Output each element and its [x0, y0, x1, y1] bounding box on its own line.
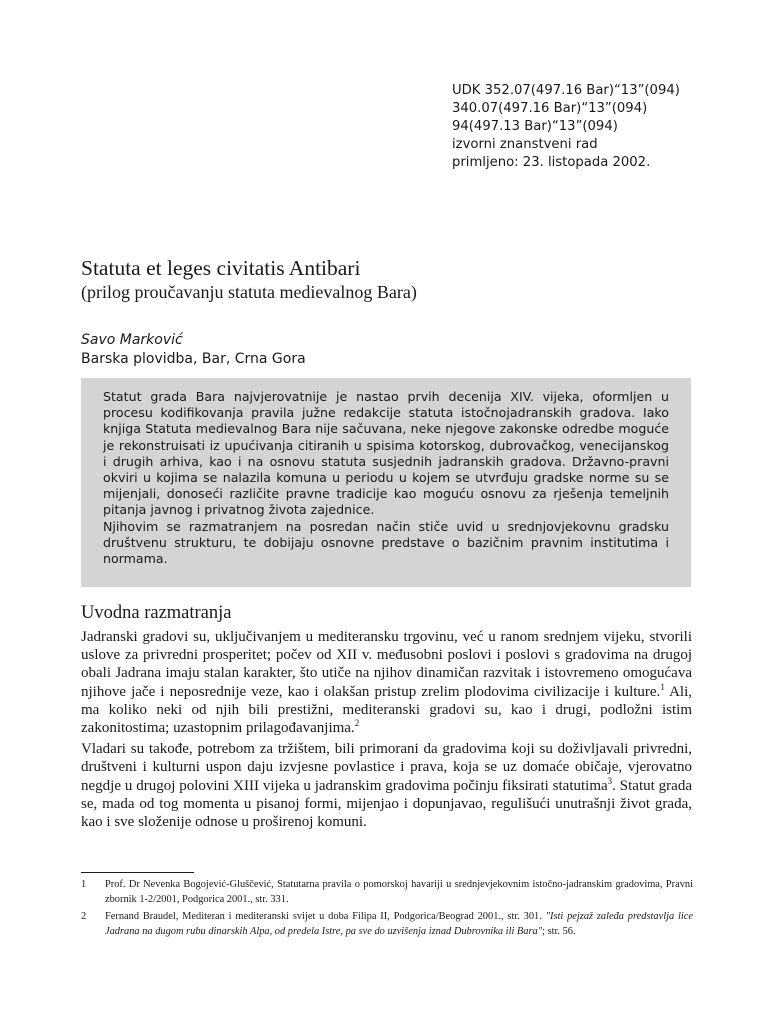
udk-line-1: UDK 352.07(497.16 Bar)“13”(094) — [452, 83, 680, 98]
abstract-box — [81, 378, 691, 587]
footnote-1-number: 1 — [81, 879, 87, 890]
abstract-paragraph-2: Njihovim se razmatranjem na posredan način stiče uvid u srednjovjekovnu gradsku društvenu strukturu, te dobijaju osnovne predstave o bazičnim pravnim institutima i normama. — [103, 518, 669, 567]
udk-line-2: 340.07(497.16 Bar)“13”(094) — [452, 101, 648, 116]
author-affiliation: Barska plovidba, Bar, Crna Gora — [81, 351, 306, 367]
footnote-ref-3[interactable]: 3 — [607, 775, 613, 786]
abstract-paragraph-1: Statut grada Bara najvjerovatnije je nastao prvih decenija XIV. vijeka, oformljen u procesu kodifikovanja pravila južne redakcije statuta istočnojadranskih gradova. Iako knjiga Statuta medievalnog Bara nije sačuvana, neke njegove zakonske odredbe moguće je rekonstruisati iz upućivanja citiranih u spisima kotorskog, dubrovačkog, venecijanskog i drugih arhiva, kao i na osnovu statuta susjednih jadranskih gradova. Državno-pravni okviri u kojima se nalazila komuna u periodu u kojem se utvrđuju gradske norme su se mijenjali, donoseći različite pravne tradicije kao moguću osnovu za rješenja temeljnih pitanja javnog i privatnog života zajednice. — [103, 389, 669, 518]
footnote-2 — [81, 910, 693, 939]
body-text — [81, 628, 692, 834]
footnote-ref-1[interactable]: 1 — [660, 681, 665, 692]
body-paragraph-1-continued: Ali, ma koliko neki od njih bili prestižni, mediteranski gradovi su, kao i drugi, podložni istim zakonitostima; uzastopnim prilagođavanjima. — [81, 683, 692, 737]
udk-line-3: 94(497.13 Bar)“13”(094) — [452, 119, 618, 134]
footnote-1-text: Prof. Dr Nevenka Bogojević-Gluščević, Statutarna pravila o pomorskoj havariji u srednjevjekovnim istočno-jadranskim gradovima, Pravni zbornik 1-2/2001, Podgorica 2001., str. 331. — [105, 879, 693, 905]
footnote-2-number: 2 — [81, 911, 87, 922]
footnote-ref-2[interactable]: 2 — [354, 718, 360, 729]
footnote-2-body — [105, 910, 693, 939]
body-paragraph-1 — [81, 628, 692, 737]
footnote-divider — [81, 872, 194, 873]
body-paragraph-2-continued: . Statut grada se, mada od tog momenta u pisanoj formi, mijenjao i dopunjavao, regulišući unutrašnji život grada, kao i sve složenije odnose u proširenoj komuni. — [81, 777, 692, 831]
classification-metadata — [452, 82, 680, 172]
paper-type: izvorni znanstveni rad — [452, 137, 598, 152]
footnote-2-tail: ; str. 56. — [542, 925, 576, 937]
article-subtitle: (prilog proučavanju statuta medievalnog Bara) — [81, 282, 417, 302]
footnote-2-text: Fernand Braudel, Mediteran i mediteranski svijet u doba Filipa II, Podgorica/Beograd 2001., str. 301. — [105, 911, 546, 922]
author-name: Savo Marković — [81, 332, 183, 348]
body-paragraph-2-text: Vladari su takođe, potrebom za tržištem, bili primorani da gradovima koji su doživljavali privredni, društveni i kulturni uspon daju izvjesne povlastice i prava, koja se uz domaće običaje, vjerovatno negdje u drugoj polovini XIII vijeka u jadranskim gradovima počinju fiksirati statutima — [81, 741, 692, 794]
received-date: primljeno: 23. listopada 2002. — [452, 155, 651, 170]
body-paragraph-2 — [81, 740, 692, 831]
article-title: Statuta et leges civitatis Antibari — [81, 256, 361, 280]
body-paragraph-1-text: Jadranski gradovi su, uključivanjem u mediteransku trgovinu, već u ranom srednjem vijeku, stvorili uslove za privredni prosperitet; počev od XII v. međusobni poslovi i poslovi s gradovima na drugoj obali Jadrana imaju stalan karakter, što utiče na njihov dinamičan razvitak i istovremeno omogućava njihove jače i neposrednije veze, kao i olakšan pristup zrelim plodovima civilizacije i kulture. — [81, 629, 692, 700]
section-heading: Uvodna razmatranja — [81, 603, 232, 623]
footnote-1 — [81, 878, 693, 907]
footnote-2-quote: "Isti pejzaž zaleđa predstavlja lice Jadrana na dugom rubu dinarskih Alpa, od predela Istre, pa sve do uzvišenja iznad Dubrovnika ili Bara" — [105, 911, 693, 937]
